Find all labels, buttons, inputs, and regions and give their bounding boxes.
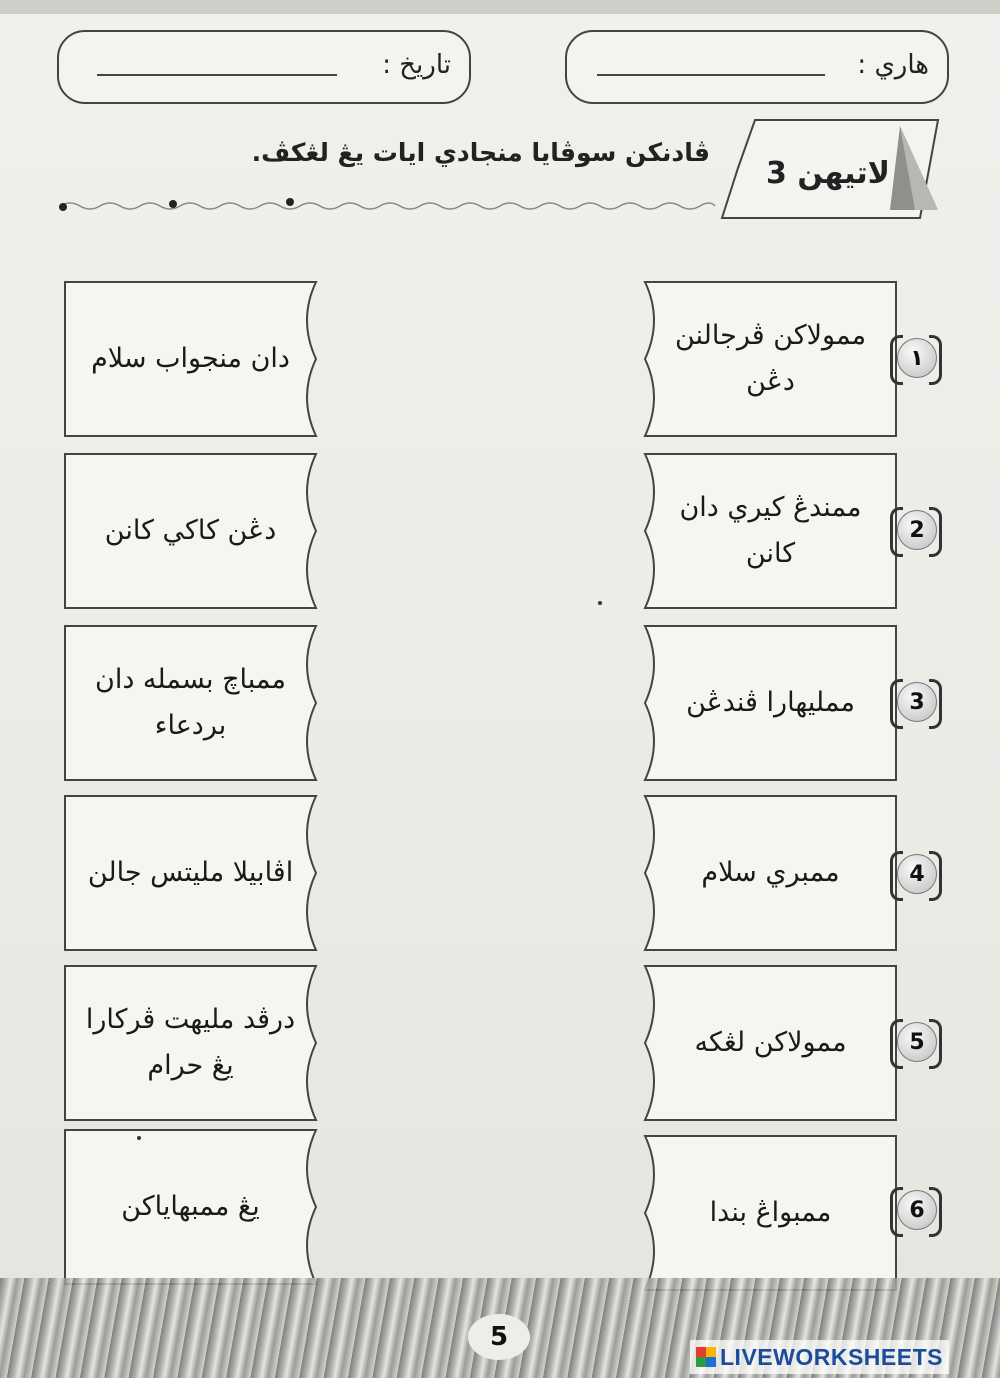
left-card-text-5: درڤد مليهت ڤركارا يڠ حرام bbox=[85, 1004, 296, 1081]
number-4: 4 bbox=[897, 854, 937, 894]
page-number: 5 bbox=[468, 1314, 530, 1360]
date-answer-line[interactable] bbox=[97, 74, 337, 76]
right-card-text-5: ممولاكن لڠكه bbox=[694, 1027, 847, 1058]
day-label: هاري : bbox=[857, 50, 929, 80]
watermark-text: LIVEWORKSHEETS bbox=[720, 1343, 943, 1370]
left-card-1[interactable] bbox=[63, 280, 318, 438]
liveworksheets-watermark[interactable] bbox=[690, 1340, 949, 1374]
left-card-6[interactable] bbox=[63, 1128, 318, 1286]
number-badge-6 bbox=[893, 1187, 939, 1233]
date-label: تاريخ : bbox=[382, 50, 451, 80]
number-badge-2 bbox=[893, 507, 939, 553]
right-card-text-1: ممولاكن ڤرجالنن دڠن bbox=[674, 320, 867, 397]
ink-speck bbox=[598, 601, 602, 605]
right-card-text-2: ممندڠ كيري دان كانن bbox=[679, 492, 862, 569]
exercise-title: لاتيهن 3 bbox=[766, 156, 890, 191]
number-3: 3 bbox=[897, 682, 937, 722]
left-card-text-4: اڤابيلا مليتس جالن bbox=[87, 857, 294, 888]
number-badge-4 bbox=[893, 851, 939, 897]
right-card-text-3: ممليهارا ڤندڠن bbox=[686, 687, 855, 718]
left-card-5[interactable] bbox=[63, 964, 318, 1122]
number-2: 2 bbox=[897, 510, 937, 550]
top-edge bbox=[0, 0, 1000, 14]
liveworksheets-logo-icon bbox=[696, 1347, 716, 1367]
left-card-text-1: دان منجواب سلام bbox=[91, 343, 290, 374]
right-card-1[interactable] bbox=[643, 280, 898, 438]
left-card-4[interactable] bbox=[63, 794, 318, 952]
ink-speck bbox=[137, 1136, 141, 1140]
left-card-text-3: ممباچ بسمله دان بردعاء bbox=[94, 664, 287, 741]
right-card-text-6: ممبواڠ بندا bbox=[709, 1197, 832, 1228]
number-6: 6 bbox=[897, 1190, 937, 1230]
left-card-2[interactable] bbox=[63, 452, 318, 610]
left-card-text-6: يڠ ممبهاياكن bbox=[121, 1191, 260, 1222]
number-badge-1 bbox=[893, 335, 939, 381]
number-1: ١ bbox=[897, 338, 937, 378]
right-card-4[interactable] bbox=[643, 794, 898, 952]
day-field bbox=[565, 30, 949, 104]
day-answer-line[interactable] bbox=[597, 74, 825, 76]
number-5: 5 bbox=[897, 1022, 937, 1062]
right-card-2[interactable] bbox=[643, 452, 898, 610]
left-card-3[interactable] bbox=[63, 624, 318, 782]
date-field bbox=[57, 30, 471, 104]
number-badge-5 bbox=[893, 1019, 939, 1065]
number-badge-3 bbox=[893, 679, 939, 725]
right-card-5[interactable] bbox=[643, 964, 898, 1122]
right-card-6[interactable] bbox=[643, 1134, 898, 1292]
right-card-text-4: ممبري سلام bbox=[701, 857, 840, 888]
decorative-dotted-line bbox=[55, 196, 720, 216]
instruction-text: ڤادنكن سوڤايا منجادي ايات يڠ لڠكڤ. bbox=[251, 138, 710, 167]
right-card-3[interactable] bbox=[643, 624, 898, 782]
left-card-text-2: دڠن كاكي كانن bbox=[104, 515, 277, 546]
